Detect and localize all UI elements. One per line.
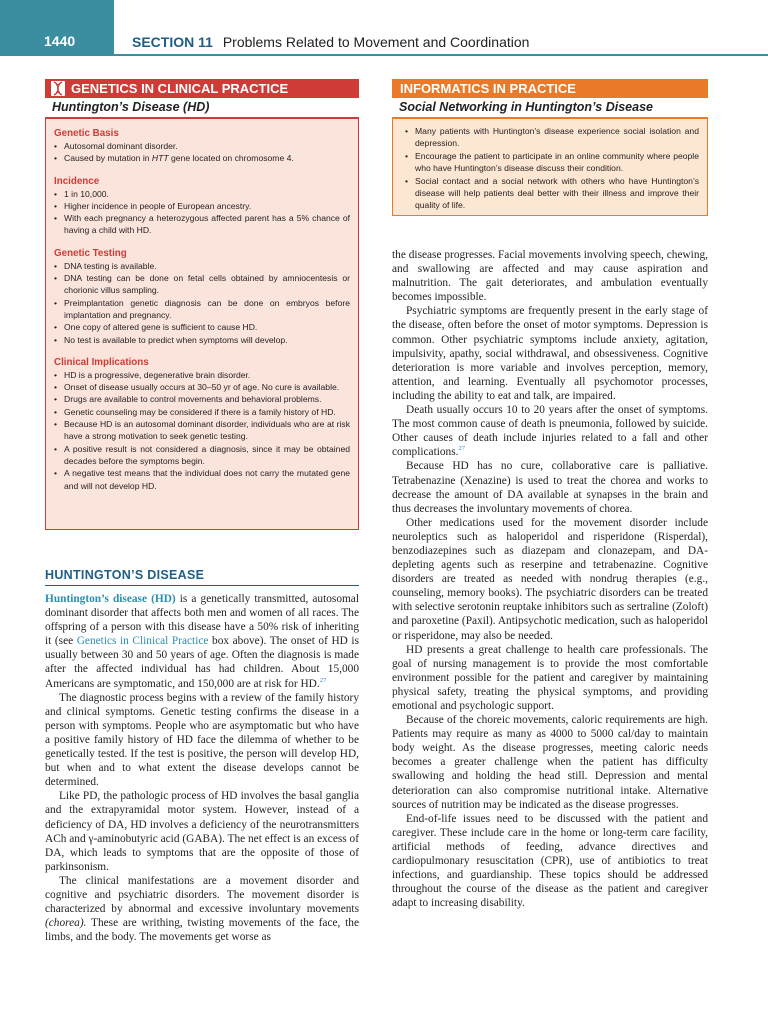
paragraph: the disease progresses. Facial movements involving speech, chewing, and swallowing are affected and may cause aspiration and malnutrition. The gait deteriorates, and ambulation eventually becomes impossible.	[392, 249, 708, 304]
genetic-testing-heading: Genetic Testing	[54, 247, 127, 259]
list-item: • DNA testing is available.	[54, 260, 350, 272]
section-title	[132, 34, 529, 50]
paragraph: Like PD, the pathologic process of HD involves the basal ganglia and the extrapyramidal motor system. However, instead of a deficiency of DA, HD involves a deficiency of the neurotransmitters ACh and γ-aminobutyric acid (GABA). The net effect is an excess of DA, which leads to symptoms that are the opposite of those of parkinsonism.	[45, 790, 359, 873]
paragraph: HD presents a great challenge to health care professionals. The goal of nursing management is to provide the most comfortable environment possible for the patient and caregiver by maintaining physical safety, treating the physical symptoms, and providing emotional and psychologic support.	[392, 643, 708, 712]
section-label: SECTION 11	[132, 34, 213, 50]
genetic-basis-heading: Genetic Basis	[54, 128, 119, 139]
page-number: 1440	[44, 33, 76, 49]
genetic-testing-list	[54, 260, 350, 346]
list-item: • Encourage the patient to participate in an online community where people who have Huntington’s disease discuss their condition.	[405, 150, 699, 175]
paragraph: The diagnostic process begins with a review of the family history and clinical symptoms. Genetic testing confirms the disease in a person with symptoms. People who are asymptomatic but who have a positive family history of HD face the dilemma of whether to be genetically tested. If the test is positive, the person will develop HD, but when and to what extent the disease develops cannot be determined.	[45, 691, 359, 789]
paragraph: Death usually occurs 10 to 20 years after the onset of symptoms. The most common cause of death is pneumonia, followed by suicide. Other causes of death include injuries related to a fall and other complications.$^{27}$	[392, 404, 708, 459]
list-item: • HD is a progressive, degenerative brain disorder.	[54, 369, 350, 381]
reference-superscript[interactable]: 27	[319, 676, 327, 684]
list-item: • No test is available to predict when symptoms will develop.	[54, 334, 350, 346]
genetics-subtitle: Huntington’s Disease (HD)	[52, 100, 210, 114]
informatics-box	[392, 118, 708, 216]
clinical-implications-list	[54, 369, 350, 492]
genetics-box	[45, 118, 359, 530]
list-item: • Drugs are available to control movements and behavioral problems.	[54, 393, 350, 405]
list-item: • With each pregnancy a heterozygous affected parent has a 5% chance of having a child with HD.	[54, 212, 350, 237]
list-item: • Onset of disease usually occurs at 30–50 yr of age. No cure is available.	[54, 381, 350, 393]
genetic-basis-list	[54, 140, 350, 165]
left-column	[45, 592, 359, 944]
list-item: • A negative test means that the individual does not carry the mutated gene and will not develop HD.	[54, 467, 350, 492]
section-name: Problems Related to Movement and Coordination	[222, 34, 530, 50]
informatics-list	[405, 125, 699, 212]
genetics-banner	[45, 79, 359, 98]
incidence-heading: Incidence	[54, 175, 100, 187]
informatics-subtitle: Social Networking in Huntington’s Disease	[399, 100, 653, 114]
list-item: • Caused by mutation in HTT gene located on chromosome 4.	[54, 152, 350, 164]
list-item: • Autosomal dominant disorder.	[54, 140, 350, 152]
clinical-implications-heading: Clinical Implications	[54, 356, 149, 368]
gene-name: HTT	[151, 153, 169, 164]
dna-icon	[51, 81, 65, 96]
list-item: • Genetic counseling may be considered if there is a family history of HD.	[54, 406, 350, 418]
paragraph: The clinical manifestations are a movement disorder and cognitive and psychiatric disorders. The movement disorder is characterized by abnormal and excessive involuntary movements (chorea). These are writhing, twisting movements of the face, the limbs, and the body. The movements get worse as	[45, 874, 359, 944]
paragraph: Other medications used for the movement disorder include neuroleptics such as haloperidol and risperidone (Risperdal), benzodiazepines such as diazepam and clonazepam, and DA-depleting agents such as reserpine and tetrabenazine. Cognitive disorders are treated as needed with nondrug therapies (e.g., counseling, memory books). The psychiatric disorders can be treated with selective serotonin reuptake inhibitors such as sertraline (Zoloft) and paroxetine (Paxil). Antipsychotic medication, such as haloperidol or risperidone, may also be needed.	[392, 516, 708, 642]
paragraph: Psychiatric symptoms are frequently present in the early stage of the disease, often before the onset of motor symptoms. Depression is common. Other psychiatric symptoms include anxiety, agitation, impulsivity, apathy, social withdrawal, and obsessiveness. Cognitive deterioration is more variable and involves perception, memory, attention, and learning. Eventually all psychomotor processes, including the ability to eat and talk, are impaired.	[392, 305, 708, 402]
list-item: • Preimplantation genetic diagnosis can be done on embryos before implantation and pregnancy.	[54, 297, 350, 322]
paragraph: Huntington’s disease (HD) is a genetically transmitted, autosomal dominant disorder that affects both men and women of all races. The offspring of a person with this disease have a 50% risk of inheriting it (see Genetics in Clinical Practice box above). The onset of HD is usually between 30 and 50 years of age. Often the diagnosis is made after the affected individual has had children. About 15,000 Americans are symptomatic, and 150,000 are at risk for HD.$^{27}$	[45, 593, 359, 690]
paragraph: End-of-life issues need to be discussed with the patient and caregiver. These include care in the home or long-term care facility, artificial methods of feeding, advance directives and cardiopulmonary resuscitation (CPR), use of antibiotics to treat infections, and guardianship. These topics should be addressed throughout the course of the disease as the patient and caregiver adapt to increasing disability.	[392, 812, 708, 910]
list-item: • DNA testing can be done on fetal cells obtained by amniocentesis or chorionic villus sampling.	[54, 272, 350, 297]
list-item: • Many patients with Huntington’s disease experience social isolation and depression.	[405, 125, 699, 150]
key-term: (chorea).	[45, 917, 87, 930]
list-item: • 1 in 10,000.	[54, 188, 350, 200]
list-item: • Social contact and a social network with others who have Huntington’s disease will help patients deal better with their illness and improve their quality of life.	[405, 175, 699, 212]
page-number-tab	[0, 0, 114, 56]
cross-reference-link[interactable]: Genetics in Clinical Practice	[76, 635, 209, 648]
paragraph: Because HD has no cure, collaborative care is palliative. Tetrabenazine (Xenazine) is used to treat the chorea and works to decrease the amount of DA available at synapses in the brain and thus decreases the involuntary movements of chorea.	[392, 460, 708, 515]
list-item: • Because HD is an autosomal dominant disorder, individuals who are at risk have a strong motivation to seek genetic testing.	[54, 418, 350, 443]
page-header	[0, 0, 768, 56]
article-heading-rule	[45, 585, 359, 586]
paragraph: Because of the choreic movements, caloric requirements are high. Patients may require as many as 4000 to 5000 cal/day to maintain body weight. As the disease progresses, meeting caloric needs becomes a greater challenge when the patient has difficulty swallowing and holding the head still. Depression and mental deterioration can also compromise nutritional intake. Alternative sources of nutrition may be indicated as the disease progresses.	[392, 714, 708, 811]
list-item: • Higher incidence in people of European ancestry.	[54, 200, 350, 212]
genetics-banner-label: GENETICS IN CLINICAL PRACTICE	[71, 81, 289, 96]
key-term: Huntington’s disease (HD)	[45, 593, 176, 605]
header-divider	[114, 54, 768, 56]
incidence-list	[54, 188, 350, 237]
article-heading: HUNTINGTON’S DISEASE	[45, 568, 205, 582]
right-column	[392, 248, 708, 910]
list-item: • One copy of altered gene is sufficient to cause HD.	[54, 321, 350, 333]
informatics-banner: INFORMATICS IN PRACTICE	[392, 79, 708, 98]
list-item: • A positive result is not considered a diagnosis, since it may be obtained decades before the symptoms begin.	[54, 443, 350, 468]
reference-superscript[interactable]: 27	[458, 445, 465, 453]
